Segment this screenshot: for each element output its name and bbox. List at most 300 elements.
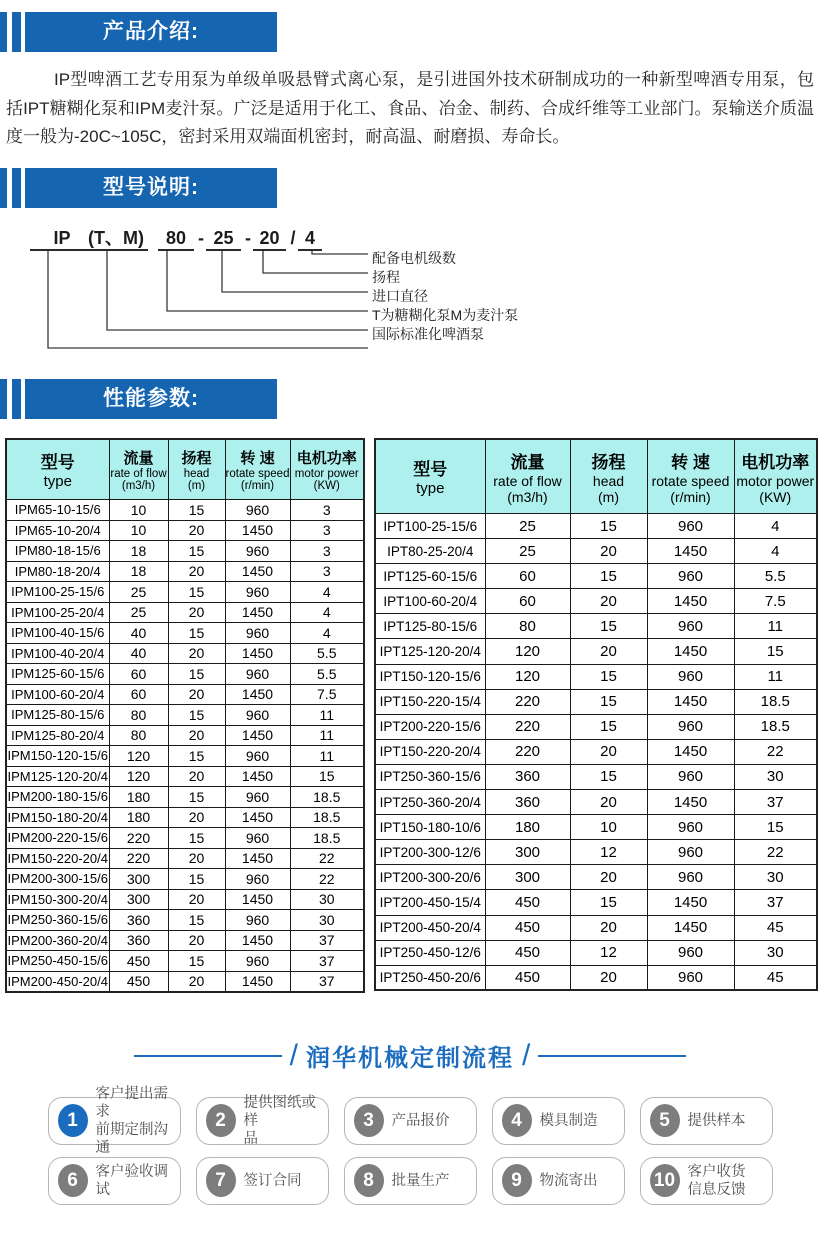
header-accent-bar xyxy=(12,168,21,208)
model-cell: IPM200-180-15/6 xyxy=(6,787,109,808)
step-number-badge: 3 xyxy=(354,1104,384,1137)
table-header-row xyxy=(375,439,817,514)
speed-cell: 960 xyxy=(225,828,290,849)
power-cell: 18.5 xyxy=(290,787,364,808)
table-row xyxy=(375,739,817,764)
head-cell: 10 xyxy=(570,815,647,840)
head-cell: 12 xyxy=(570,940,647,965)
head-cell: 15 xyxy=(570,764,647,789)
flow-cell: 360 xyxy=(485,790,570,815)
power-cell: 30 xyxy=(290,889,364,910)
model-code-label: 扬程 xyxy=(372,268,400,285)
flow-cell: 25 xyxy=(109,602,168,623)
model-cell: IPM80-18-15/6 xyxy=(6,541,109,562)
model-cell: IPT200-300-12/6 xyxy=(375,840,485,865)
table-row xyxy=(375,764,817,789)
column-header-type: 型号 type xyxy=(375,439,485,514)
flow-step-card xyxy=(196,1094,329,1147)
table-row xyxy=(6,746,364,767)
power-cell: 11 xyxy=(290,725,364,746)
speed-cell: 1450 xyxy=(647,790,734,815)
table-row xyxy=(375,539,817,564)
title-rule-right xyxy=(538,1055,686,1057)
step-number-badge: 4 xyxy=(502,1104,532,1137)
table-row xyxy=(6,705,364,726)
head-cell: 15 xyxy=(570,614,647,639)
model-cell: IPM250-450-15/6 xyxy=(6,951,109,972)
speed-cell: 960 xyxy=(647,840,734,865)
table-row xyxy=(375,614,817,639)
power-cell: 15 xyxy=(734,639,817,664)
model-cell: IPM150-180-20/4 xyxy=(6,807,109,828)
power-cell: 5.5 xyxy=(290,643,364,664)
power-cell: 15 xyxy=(734,815,817,840)
ipm-table-body xyxy=(6,500,364,992)
power-cell: 11 xyxy=(734,664,817,689)
power-cell: 45 xyxy=(734,965,817,990)
speed-cell: 1450 xyxy=(225,971,290,992)
head-cell: 15 xyxy=(168,500,225,521)
step-number-badge: 2 xyxy=(206,1104,236,1137)
speed-cell: 1450 xyxy=(647,739,734,764)
flow-cell: 220 xyxy=(109,848,168,869)
header-accent-bar xyxy=(0,168,7,208)
table-row xyxy=(6,561,364,582)
speed-cell: 960 xyxy=(647,865,734,890)
step-number-badge: 10 xyxy=(650,1164,680,1197)
table-row xyxy=(6,541,364,562)
section-title-intro: 产品介绍: xyxy=(25,12,277,52)
power-cell: 4 xyxy=(290,582,364,603)
flow-title: 润华机械定制流程 xyxy=(306,1045,514,1072)
power-cell: 3 xyxy=(290,520,364,541)
flow-cell: 450 xyxy=(109,951,168,972)
header-accent-bar xyxy=(0,12,7,52)
flow-cell: 120 xyxy=(109,746,168,767)
speed-cell: 960 xyxy=(225,500,290,521)
head-cell: 20 xyxy=(570,739,647,764)
model-cell: IPM65-10-15/6 xyxy=(6,500,109,521)
power-cell: 15 xyxy=(290,766,364,787)
model-cell: IPM200-300-15/6 xyxy=(6,869,109,890)
power-cell: 7.5 xyxy=(290,684,364,705)
model-cell: IPM65-10-20/4 xyxy=(6,520,109,541)
model-cell: IPT250-360-15/6 xyxy=(375,764,485,789)
head-cell: 20 xyxy=(570,790,647,815)
table-row xyxy=(6,869,364,890)
head-cell: 20 xyxy=(570,915,647,940)
flow-step-card xyxy=(196,1157,329,1205)
flow-cell: 80 xyxy=(109,725,168,746)
table-row xyxy=(6,971,364,992)
table-row xyxy=(6,766,364,787)
power-cell: 7.5 xyxy=(734,589,817,614)
model-cell: IPT150-180-10/6 xyxy=(375,815,485,840)
head-cell: 20 xyxy=(168,807,225,828)
model-code-separator: - xyxy=(198,227,204,248)
flow-cell: 120 xyxy=(485,664,570,689)
header-accent-bar xyxy=(12,12,21,52)
step-label: 签订合同 xyxy=(243,1172,302,1189)
flow-cell: 120 xyxy=(485,639,570,664)
flow-cell: 25 xyxy=(485,514,570,539)
head-cell: 20 xyxy=(570,589,647,614)
model-cell: IPT150-220-15/4 xyxy=(375,689,485,714)
speed-cell: 1450 xyxy=(647,915,734,940)
head-cell: 20 xyxy=(570,965,647,990)
column-header-head: 扬程 head (m) xyxy=(570,439,647,514)
table-row xyxy=(375,915,817,940)
speed-cell: 1450 xyxy=(225,602,290,623)
section-header-model xyxy=(0,168,820,208)
model-code-separator: - xyxy=(245,227,251,248)
column-header-power: 电机功率 motor power (KW) xyxy=(290,439,364,500)
speed-cell: 1450 xyxy=(647,539,734,564)
step-label: 提供样本 xyxy=(687,1112,746,1129)
speed-cell: 1450 xyxy=(647,890,734,915)
power-cell: 4 xyxy=(290,602,364,623)
flow-cell: 450 xyxy=(109,971,168,992)
speed-cell: 960 xyxy=(225,869,290,890)
flow-steps-row-1 xyxy=(0,1085,820,1156)
model-cell: IPM125-120-20/4 xyxy=(6,766,109,787)
table-header-row xyxy=(6,439,364,500)
table-row xyxy=(6,582,364,603)
speed-cell: 1450 xyxy=(225,520,290,541)
model-cell: IPT250-450-20/6 xyxy=(375,965,485,990)
model-cell: IPT200-450-20/4 xyxy=(375,915,485,940)
speed-cell: 960 xyxy=(647,764,734,789)
speed-cell: 960 xyxy=(225,746,290,767)
model-cell: IPT250-450-12/6 xyxy=(375,940,485,965)
model-cell: IPT125-120-20/4 xyxy=(375,639,485,664)
speed-cell: 960 xyxy=(225,541,290,562)
model-code-separator: / xyxy=(290,227,296,248)
flow-cell: 60 xyxy=(485,564,570,589)
head-cell: 15 xyxy=(168,664,225,685)
step-number-badge: 5 xyxy=(650,1104,680,1137)
flow-cell: 10 xyxy=(109,500,168,521)
table-row xyxy=(6,848,364,869)
speed-cell: 960 xyxy=(225,910,290,931)
table-row xyxy=(375,890,817,915)
table-row xyxy=(6,684,364,705)
column-header-flow: 流量 rate of flow (m3/h) xyxy=(109,439,168,500)
step-number-badge: 9 xyxy=(502,1164,532,1197)
power-cell: 22 xyxy=(734,739,817,764)
power-cell: 30 xyxy=(734,940,817,965)
model-cell: IPM100-60-20/4 xyxy=(6,684,109,705)
head-cell: 20 xyxy=(168,602,225,623)
column-header-speed: 转 速 rotate speed (r/min) xyxy=(225,439,290,500)
table-row xyxy=(375,714,817,739)
flow-cell: 40 xyxy=(109,623,168,644)
table-row xyxy=(6,520,364,541)
model-code-segment: 80 xyxy=(158,226,194,251)
model-code-label: 配备电机级数 xyxy=(372,249,456,266)
head-cell: 15 xyxy=(168,623,225,644)
power-cell: 45 xyxy=(734,915,817,940)
model-cell: IPT250-360-20/4 xyxy=(375,790,485,815)
model-cell: IPT200-450-15/4 xyxy=(375,890,485,915)
step-label: 产品报价 xyxy=(391,1112,450,1129)
column-header-flow: 流量 rate of flow (m3/h) xyxy=(485,439,570,514)
model-code-segment: IP xyxy=(30,226,94,251)
head-cell: 20 xyxy=(570,639,647,664)
model-code-segment: 20 xyxy=(253,226,286,251)
table-row xyxy=(375,865,817,890)
head-cell: 20 xyxy=(570,539,647,564)
table-row xyxy=(375,514,817,539)
speed-cell: 960 xyxy=(647,564,734,589)
flow-cell: 450 xyxy=(485,890,570,915)
power-cell: 37 xyxy=(290,971,364,992)
model-cell: IPT150-220-20/4 xyxy=(375,739,485,764)
power-cell: 11 xyxy=(290,746,364,767)
section-title-performance: 性能参数: xyxy=(25,379,277,419)
intro-section xyxy=(0,12,820,152)
flow-step-card xyxy=(492,1157,625,1205)
column-header-type: 型号 type xyxy=(6,439,109,500)
section-header-intro xyxy=(0,12,820,52)
speed-cell: 960 xyxy=(225,787,290,808)
performance-section xyxy=(0,379,820,993)
speed-cell: 1450 xyxy=(225,725,290,746)
step-number-badge: 6 xyxy=(58,1164,88,1197)
model-code-segment: 4 xyxy=(298,226,322,251)
head-cell: 15 xyxy=(168,541,225,562)
flow-cell: 60 xyxy=(109,684,168,705)
table-row xyxy=(375,639,817,664)
head-cell: 20 xyxy=(168,725,225,746)
model-cell: IPM150-120-15/6 xyxy=(6,746,109,767)
performance-table-ipm xyxy=(5,438,365,993)
flow-cell: 25 xyxy=(485,539,570,564)
flow-step-card xyxy=(344,1157,477,1205)
flow-cell: 300 xyxy=(485,865,570,890)
table-row xyxy=(375,940,817,965)
speed-cell: 960 xyxy=(225,951,290,972)
speed-cell: 1450 xyxy=(647,589,734,614)
head-cell: 15 xyxy=(570,689,647,714)
step-label: 提供图纸或样 品 xyxy=(243,1094,316,1147)
power-cell: 11 xyxy=(734,614,817,639)
head-cell: 20 xyxy=(168,848,225,869)
flow-step-card xyxy=(344,1097,477,1145)
model-code-segment: (T、M) xyxy=(84,226,148,251)
flow-cell: 180 xyxy=(109,807,168,828)
performance-tables xyxy=(5,438,820,993)
flow-cell: 220 xyxy=(485,714,570,739)
model-cell: IPM125-60-15/6 xyxy=(6,664,109,685)
flow-cell: 10 xyxy=(109,520,168,541)
model-cell: IPM100-25-20/4 xyxy=(6,602,109,623)
custom-flow-section xyxy=(0,1039,820,1205)
model-cell: IPM125-80-15/6 xyxy=(6,705,109,726)
power-cell: 22 xyxy=(734,840,817,865)
power-cell: 37 xyxy=(734,890,817,915)
head-cell: 15 xyxy=(168,746,225,767)
head-cell: 20 xyxy=(168,971,225,992)
step-label: 客户验收调试 xyxy=(95,1163,168,1198)
flow-cell: 220 xyxy=(485,739,570,764)
power-cell: 3 xyxy=(290,541,364,562)
ipt-table-body xyxy=(375,514,817,991)
speed-cell: 1450 xyxy=(225,848,290,869)
table-row xyxy=(375,790,817,815)
model-code-label: T为糖糊化泵M为麦汁泵 xyxy=(372,306,519,323)
slash-decoration: / xyxy=(522,1038,531,1072)
power-cell: 3 xyxy=(290,561,364,582)
column-header-head: 扬程 head (m) xyxy=(168,439,225,500)
speed-cell: 960 xyxy=(225,664,290,685)
speed-cell: 960 xyxy=(647,940,734,965)
power-cell: 3 xyxy=(290,500,364,521)
model-code-label: 进口直径 xyxy=(372,287,428,304)
head-cell: 15 xyxy=(168,787,225,808)
flow-cell: 25 xyxy=(109,582,168,603)
speed-cell: 1450 xyxy=(647,639,734,664)
head-cell: 15 xyxy=(168,869,225,890)
power-cell: 4 xyxy=(734,514,817,539)
column-header-speed: 转 速 rotate speed (r/min) xyxy=(647,439,734,514)
flow-cell: 300 xyxy=(485,840,570,865)
power-cell: 5.5 xyxy=(290,664,364,685)
step-label: 客户提出需求 前期定制沟通 xyxy=(95,1085,168,1156)
head-cell: 20 xyxy=(168,561,225,582)
step-label: 批量生产 xyxy=(391,1172,450,1189)
table-row xyxy=(375,965,817,990)
flow-cell: 300 xyxy=(109,869,168,890)
head-cell: 15 xyxy=(570,514,647,539)
head-cell: 20 xyxy=(168,520,225,541)
model-cell: IPM200-450-20/4 xyxy=(6,971,109,992)
column-header-power: 电机功率 motor power (KW) xyxy=(734,439,817,514)
speed-cell: 960 xyxy=(647,614,734,639)
power-cell: 18.5 xyxy=(290,828,364,849)
table-row xyxy=(6,807,364,828)
flow-cell: 450 xyxy=(485,940,570,965)
head-cell: 15 xyxy=(168,582,225,603)
head-cell: 15 xyxy=(168,828,225,849)
model-cell: IPT125-80-15/6 xyxy=(375,614,485,639)
flow-cell: 60 xyxy=(109,664,168,685)
header-accent-bar xyxy=(12,379,21,419)
flow-title-bar xyxy=(134,1039,686,1073)
section-header-performance xyxy=(0,379,820,419)
model-cell: IPT200-300-20/6 xyxy=(375,865,485,890)
head-cell: 15 xyxy=(168,951,225,972)
model-cell: IPT80-25-20/4 xyxy=(375,539,485,564)
table-row xyxy=(6,500,364,521)
flow-cell: 450 xyxy=(485,965,570,990)
speed-cell: 1450 xyxy=(647,689,734,714)
model-cell: IPT150-120-15/6 xyxy=(375,664,485,689)
table-row xyxy=(375,689,817,714)
speed-cell: 1450 xyxy=(225,766,290,787)
flow-cell: 220 xyxy=(109,828,168,849)
model-cell: IPM80-18-20/4 xyxy=(6,561,109,582)
flow-step-card xyxy=(492,1097,625,1145)
flow-cell: 80 xyxy=(485,614,570,639)
flow-steps-row-2 xyxy=(0,1157,820,1205)
speed-cell: 960 xyxy=(225,623,290,644)
flow-cell: 220 xyxy=(485,689,570,714)
model-cell: IPT100-25-15/6 xyxy=(375,514,485,539)
speed-cell: 1450 xyxy=(225,930,290,951)
model-cell: IPM100-40-15/6 xyxy=(6,623,109,644)
speed-cell: 1450 xyxy=(225,889,290,910)
flow-cell: 450 xyxy=(485,915,570,940)
flow-cell: 360 xyxy=(485,764,570,789)
power-cell: 5.5 xyxy=(734,564,817,589)
table-row xyxy=(6,725,364,746)
model-cell: IPM200-220-15/6 xyxy=(6,828,109,849)
flow-cell: 300 xyxy=(109,889,168,910)
flow-cell: 60 xyxy=(485,589,570,614)
flow-cell: 18 xyxy=(109,561,168,582)
power-cell: 30 xyxy=(290,910,364,931)
head-cell: 15 xyxy=(570,664,647,689)
flow-cell: 40 xyxy=(109,643,168,664)
table-row xyxy=(375,564,817,589)
table-row xyxy=(6,623,364,644)
speed-cell: 960 xyxy=(225,582,290,603)
model-cell: IPM200-360-20/4 xyxy=(6,930,109,951)
head-cell: 20 xyxy=(168,930,225,951)
step-number-badge: 8 xyxy=(354,1164,384,1197)
power-cell: 30 xyxy=(734,764,817,789)
power-cell: 4 xyxy=(290,623,364,644)
flow-cell: 18 xyxy=(109,541,168,562)
step-label: 客户收货 信息反馈 xyxy=(687,1163,746,1198)
slash-decoration: / xyxy=(289,1038,298,1072)
flow-cell: 360 xyxy=(109,910,168,931)
step-label: 模具制造 xyxy=(539,1112,598,1129)
table-row xyxy=(6,664,364,685)
speed-cell: 1450 xyxy=(225,561,290,582)
power-cell: 11 xyxy=(290,705,364,726)
section-title-model: 型号说明: xyxy=(25,168,277,208)
table-row xyxy=(375,589,817,614)
flow-step-card xyxy=(640,1097,773,1145)
table-row xyxy=(6,828,364,849)
head-cell: 20 xyxy=(168,766,225,787)
speed-cell: 1450 xyxy=(225,807,290,828)
table-row xyxy=(6,602,364,623)
model-cell: IPT125-60-15/6 xyxy=(375,564,485,589)
table-row xyxy=(6,787,364,808)
step-number-badge: 7 xyxy=(206,1164,236,1197)
speed-cell: 1450 xyxy=(225,643,290,664)
title-rule-left xyxy=(134,1055,282,1057)
table-row xyxy=(375,664,817,689)
performance-table-ipt xyxy=(374,438,818,992)
flow-step-card xyxy=(48,1085,181,1156)
table-row xyxy=(6,643,364,664)
head-cell: 15 xyxy=(570,890,647,915)
step-label: 物流寄出 xyxy=(539,1172,598,1189)
head-cell: 20 xyxy=(168,643,225,664)
power-cell: 4 xyxy=(734,539,817,564)
power-cell: 37 xyxy=(290,930,364,951)
flow-cell: 180 xyxy=(485,815,570,840)
model-section xyxy=(0,168,820,366)
flow-cell: 180 xyxy=(109,787,168,808)
flow-step-card xyxy=(640,1157,773,1205)
head-cell: 15 xyxy=(570,714,647,739)
flow-cell: 120 xyxy=(109,766,168,787)
